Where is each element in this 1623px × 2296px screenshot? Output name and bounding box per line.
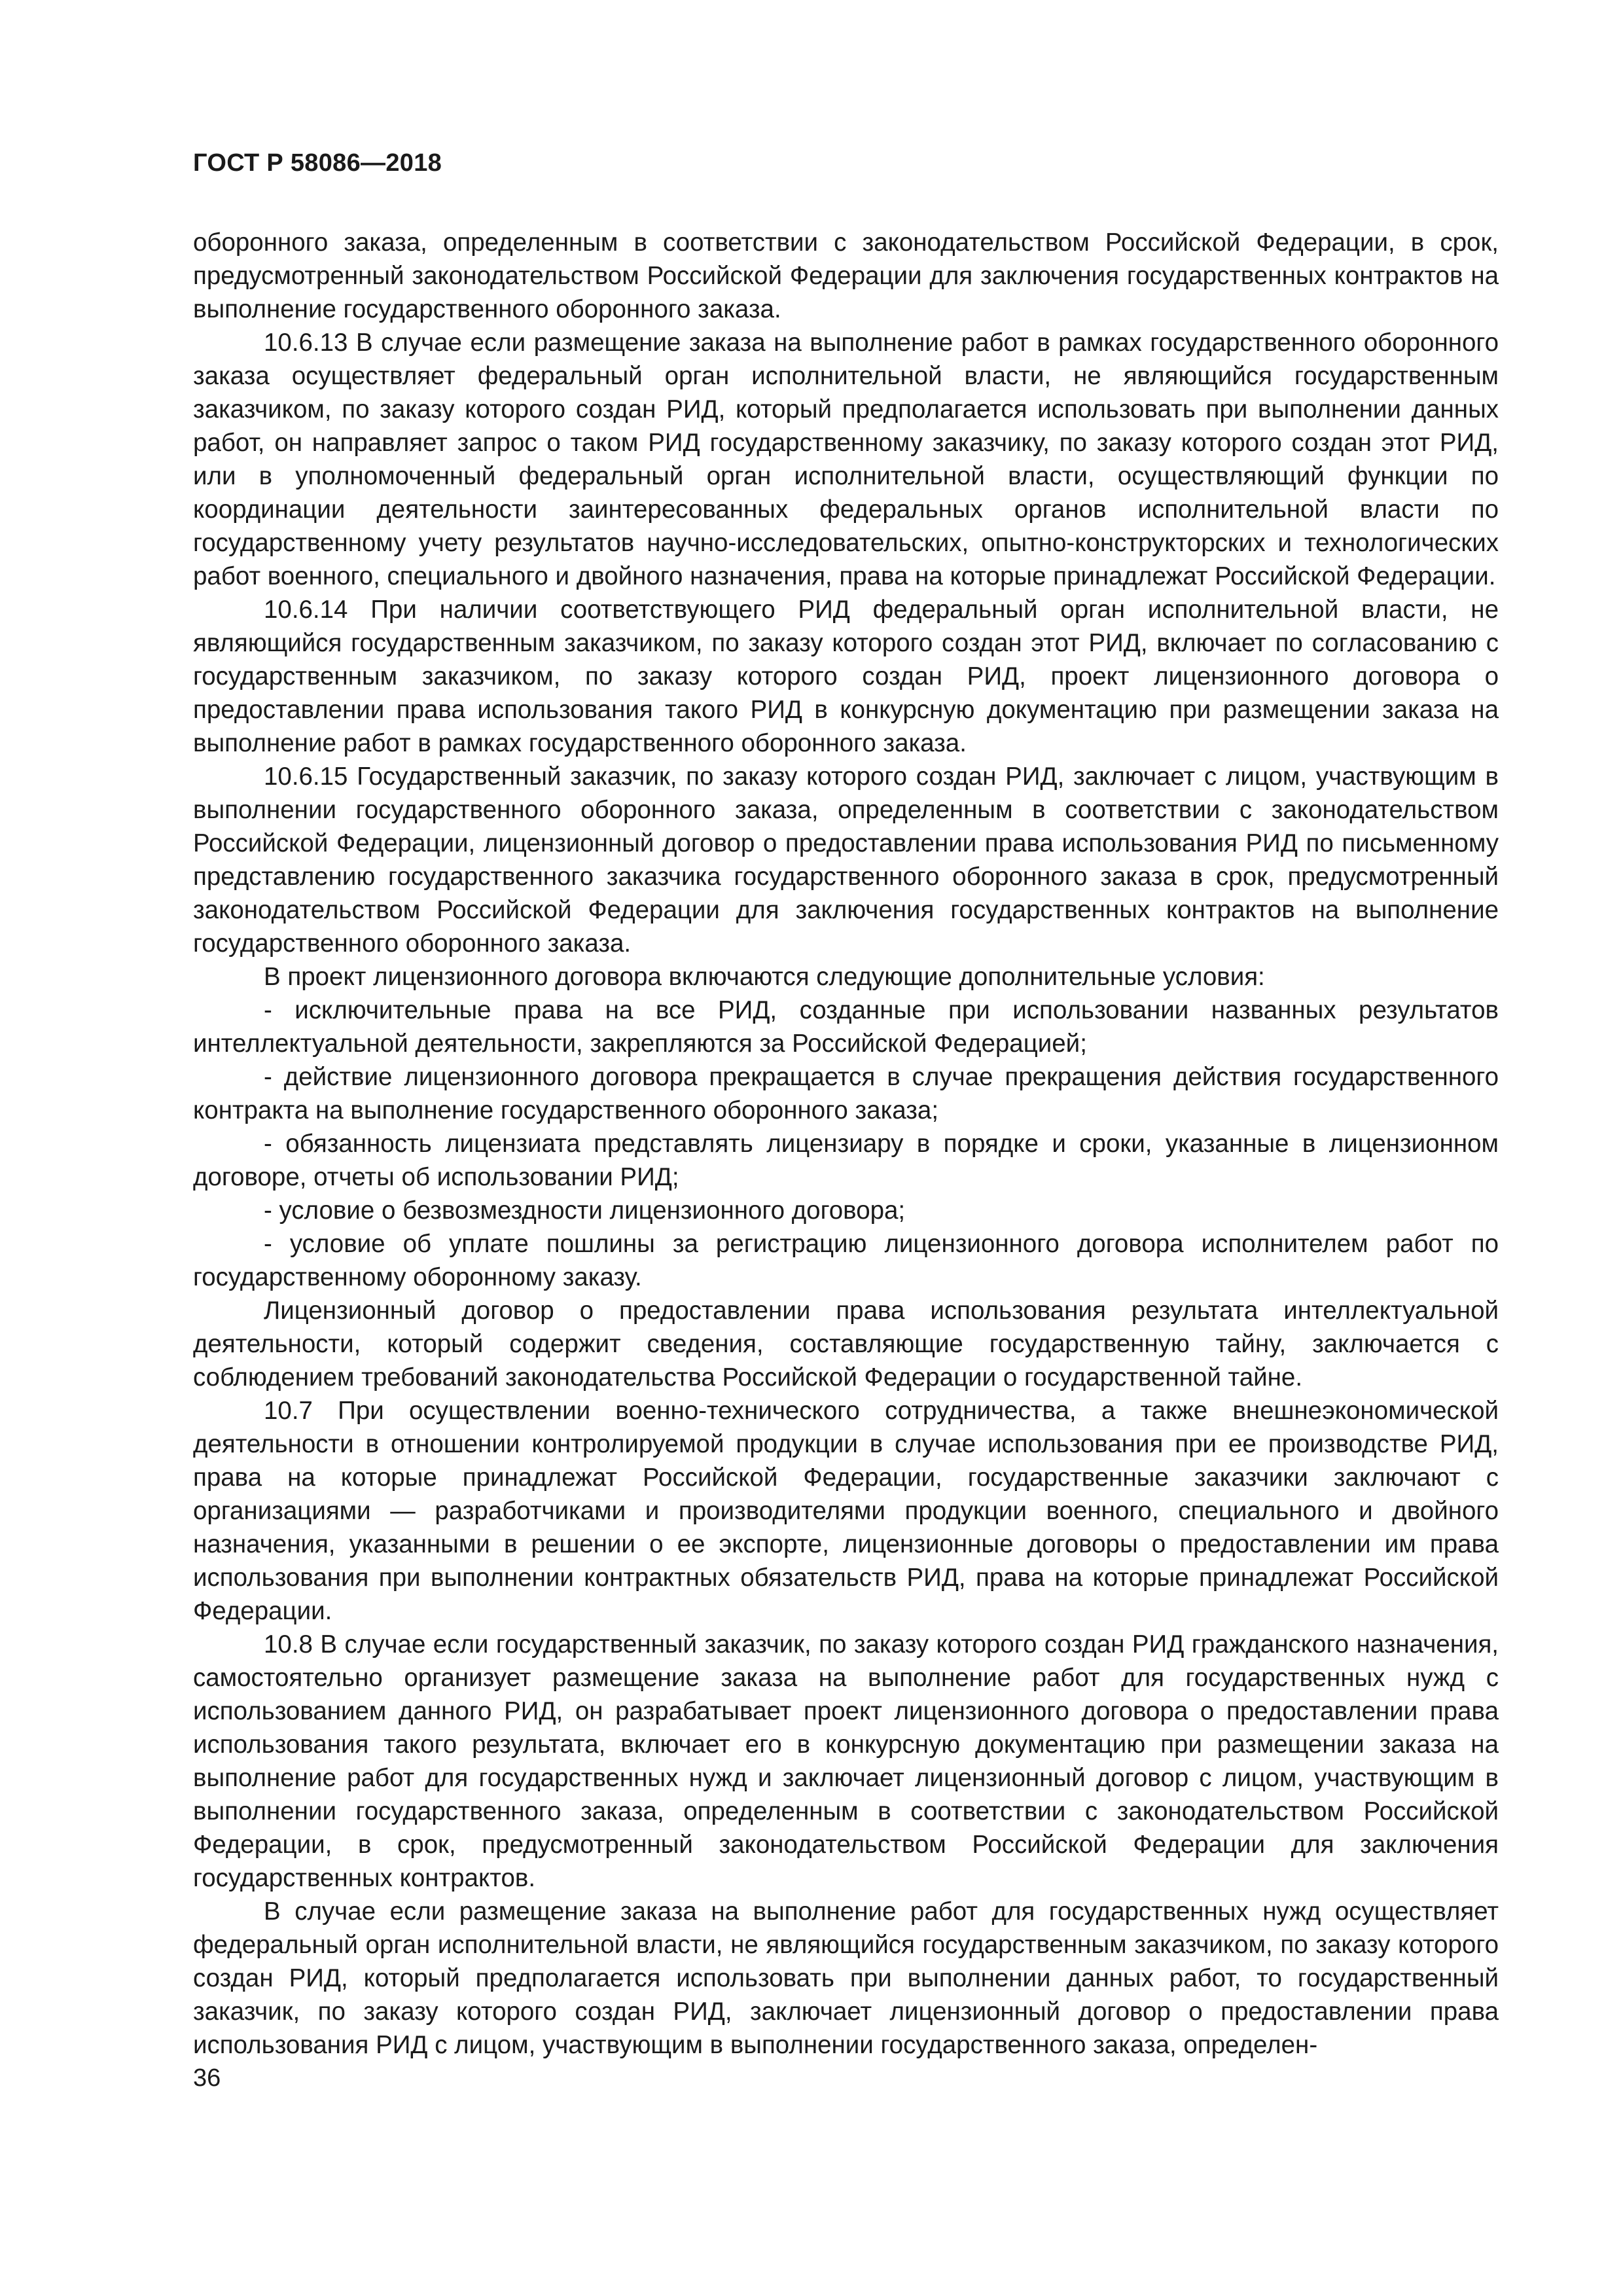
paragraph: оборонного заказа, определенным в соответствии с законодательством Российской Федерации, в срок, предусмотренный законодательством Российской Федерации для заключения государственных контрактов на выполнение государственного оборонного заказа. bbox=[193, 228, 1499, 323]
paragraph: Лицензионный договор о предоставлении права использования результата интеллектуальной деятельности, который содержит сведения, составляющие государственную тайну, заключается с соблюдением требований законодательства Российской Федерации о государственной тайне. bbox=[193, 1297, 1499, 1391]
document-header: ГОСТ Р 58086—2018 bbox=[193, 149, 442, 177]
paragraph: - исключительные права на все РИД, созданные при использовании названных результатов интеллектуальной деятельности, закрепляются за Российской Федерацией; bbox=[193, 996, 1499, 1058]
document-body bbox=[193, 226, 1499, 2062]
paragraph: В проект лицензионного договора включаются следующие дополнительные условия: bbox=[264, 963, 1265, 991]
paragraph: 10.6.14 При наличии соответствующего РИД федеральный орган исполнительной власти, не являющийся государственным заказчиком, по заказу которого создан этот РИД, включает по согласованию с государственным заказчиком, по заказу которого создан РИД, проект лицензионного договора о предоставлении права использования такого РИД в конкурсную документацию при размещении заказа на выполнение работ в рамках государственного оборонного заказа. bbox=[193, 596, 1499, 757]
paragraph: 10.7 При осуществлении военно-технического сотрудничества, а также внешнеэкономической деятельности в отношении контролируемой продукции в случае использования при ее производстве РИД, права на которые принадлежат Российской Федерации, государственные заказчики заключают с организациями — разработчиками и производителями продукции военного, специального и двойного назначения, указанными в решении о ее экспорте, лицензионные договоры о предоставлении им права использования при выполнении контрактных обязательств РИД, права на которые принадлежат Российской Федерации. bbox=[193, 1397, 1499, 1625]
page-number: 36 bbox=[193, 2064, 221, 2092]
paragraph: - условие об уплате пошлины за регистрацию лицензионного договора исполнителем работ по государственному оборонному заказу. bbox=[193, 1230, 1499, 1291]
paragraph: 10.6.13 В случае если размещение заказа на выполнение работ в рамках государственного оборонного заказа осуществляет федеральный орган исполнительной власти, не являющийся государственным заказчиком, по заказу которого создан РИД, который предполагается использовать при выполнении данных работ, он направляет запрос о таком РИД государственному заказчику, по заказу которого создан этот РИД, или в уполномоченный федеральный орган исполнительной власти, осуществляющий функции по координации деятельности заинтересованных федеральных органов исполнительной власти по государственному учету результатов научно-исследовательских, опытно-конструкторских и технологических работ военного, специального и двойного назначения, права на которые принадлежат Российской Федерации. bbox=[193, 329, 1499, 590]
paragraph: В случае если размещение заказа на выполнение работ для государственных нужд осуществляет федеральный орган исполнительной власти, не являющийся государственным заказчиком, по заказу которого создан РИД, который предполагается использовать при выполнении данных работ, то государственный заказчик, по заказу которого создан РИД, заключает лицензионный договор о предоставлении права использования РИД с лицом, участвующим в выполнении государственного заказа, определен- bbox=[193, 1897, 1499, 2059]
paragraph: - условие о безвозмездности лицензионного договора; bbox=[264, 1196, 906, 1225]
paragraph: 10.6.15 Государственный заказчик, по заказу которого создан РИД, заключает с лицом, участвующим в выполнении государственного оборонного заказа, определенным в соответствии с законодательством Российской Федерации, лицензионный договор о предоставлении права использования РИД по письменному представлению государственного заказчика государственного оборонного заказа в срок, предусмотренный законодательством Российской Федерации для заключения государственных контрактов на выполнение государственного оборонного заказа. bbox=[193, 762, 1499, 958]
paragraph: - обязанность лицензиата представлять лицензиару в порядке и сроки, указанные в лицензионном договоре, отчеты об использовании РИД; bbox=[193, 1130, 1499, 1191]
paragraph: - действие лицензионного договора прекращается в случае прекращения действия государственного контракта на выполнение государственного оборонного заказа; bbox=[193, 1063, 1499, 1124]
paragraph: 10.8 В случае если государственный заказчик, по заказу которого создан РИД гражданского назначения, самостоятельно организует размещение заказа на выполнение работ для государственных нужд с использованием данного РИД, он разрабатывает проект лицензионного договора о предоставлении права использования такого результата, включает его в конкурсную документацию при размещении заказа на выполнение работ для государственных нужд и заключает лицензионный договор с лицом, участвующим в выполнении государственного заказа, определенным в соответствии с законодательством Российской Федерации, в срок, предусмотренный законодательством Российской Федерации для заключения государственных контрактов. bbox=[193, 1630, 1499, 1892]
